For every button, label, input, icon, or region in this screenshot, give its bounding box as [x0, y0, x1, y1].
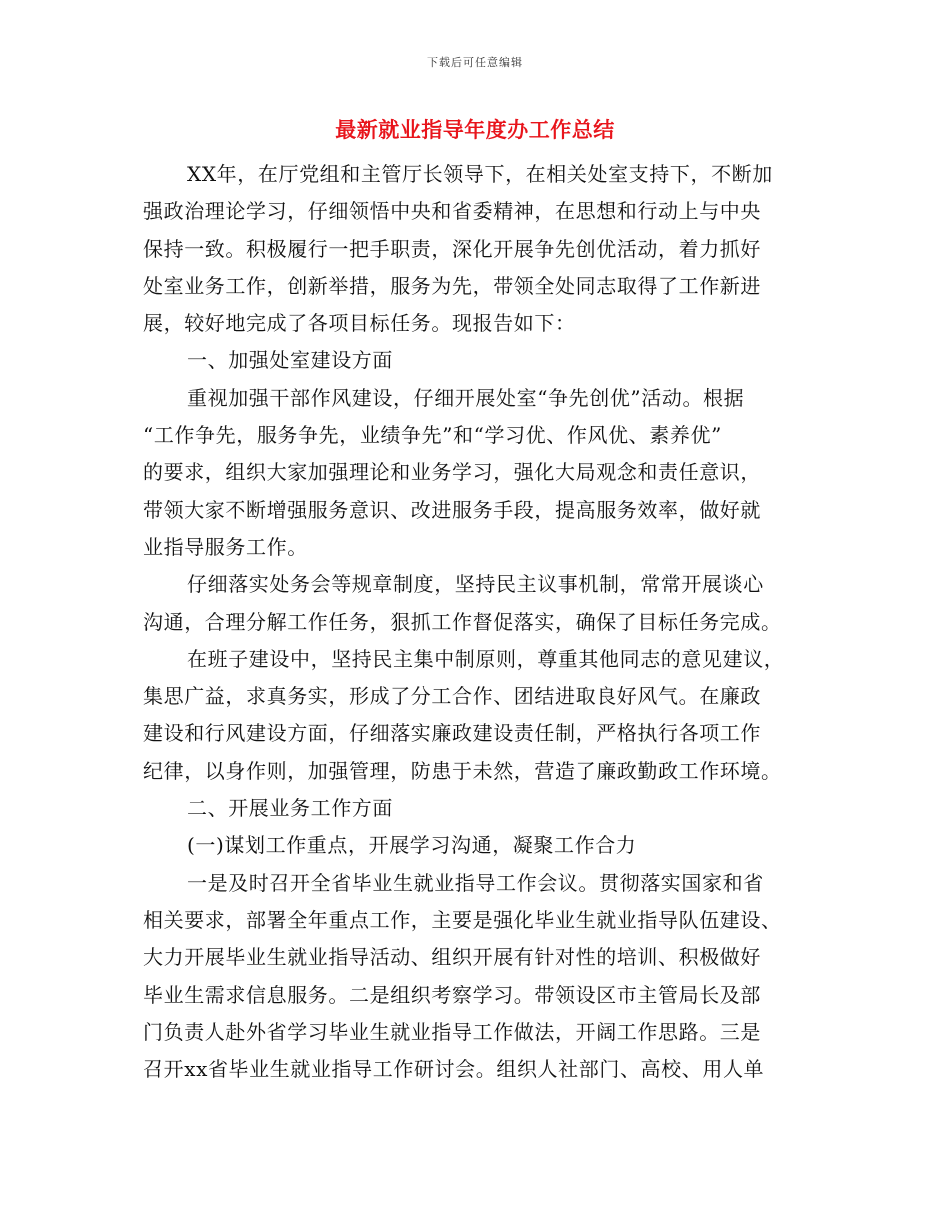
body-line: 门负责人赴外省学习毕业生就业指导工作做法，开阔工作思路。三是 [143, 1019, 761, 1044]
body-line: 召开xx省毕业生就业指导工作研讨会。组织人社部门、高校、用人单 [143, 1057, 765, 1082]
body-line: 相关要求，部署全年重点工作，主要是强化毕业生就业指导队伍建设、 [143, 907, 782, 932]
body-line: 集思广益，求真务实，形成了分工合作、团结进取良好风气。在廉政 [143, 684, 761, 709]
body-line: 纪律，以身作则，加强管理，防患于未然，营造了廉政勤政工作环境。 [143, 758, 782, 783]
body-line: XX年，在厅党组和主管厅长领导下，在相关处室支持下，不断加 [187, 162, 773, 186]
body-line: 建设和行风建设方面，仔细落实廉政建设责任制，严格执行各项工作 [143, 721, 761, 746]
body-line: 重视加强干部作风建设，仔细开展处室“争先创优”活动。根据 [187, 385, 745, 410]
body-line: “工作争先，服务争先，业绩争先”和“学习优、作风优、素养优” [143, 423, 722, 448]
body-line: 的要求，组织大家加强理论和业务学习，强化大局观念和责任意识， [143, 460, 761, 485]
body-line: 一是及时召开全省毕业生就业指导工作会议。贯彻落实国家和省 [187, 870, 764, 895]
section-heading: 一、加强处室建设方面 [187, 348, 393, 373]
body-line: 保持一致。积极履行一把手职责，深化开展争先创优活动，着力抓好 [143, 236, 761, 261]
body-line: 在班子建设中，坚持民主集中制原则，尊重其他同志的意见建议， [187, 646, 785, 671]
body-line: 大力开展毕业生就业指导活动、组织开展有针对性的培训、积极做好 [143, 945, 761, 970]
body-line: 带领大家不断增强服务意识、改进服务手段，提高服务效率，做好就 [143, 497, 761, 522]
document-title: 最新就业指导年度办工作总结 [335, 118, 615, 142]
body-line: 强政治理论学习，仔细领悟中央和省委精神，在思想和行动上与中央 [143, 199, 761, 224]
body-line: 处室业务工作，创新举措，服务为先，带领全处同志取得了工作新进 [143, 273, 761, 298]
document-body [143, 156, 808, 1088]
subsection-heading: (一)谋划工作重点，开展学习沟通，凝聚工作合力 [187, 833, 637, 858]
section-heading: 二、开展业务工作方面 [187, 796, 393, 821]
body-line: 毕业生需求信息服务。二是组织考察学习。带领设区市主管局长及部 [143, 982, 761, 1007]
page-header-note: 下载后可任意编辑 [427, 56, 523, 69]
body-line: 业指导服务工作。 [143, 534, 308, 559]
body-line: 展，较好地完成了各项目标任务。现报告如下： [143, 311, 576, 336]
body-line: 仔细落实处务会等规章制度，坚持民主议事机制，常常开展谈心 [187, 572, 764, 597]
body-line: 沟通，合理分解工作任务，狠抓工作督促落实，确保了目标任务完成。 [143, 609, 782, 634]
